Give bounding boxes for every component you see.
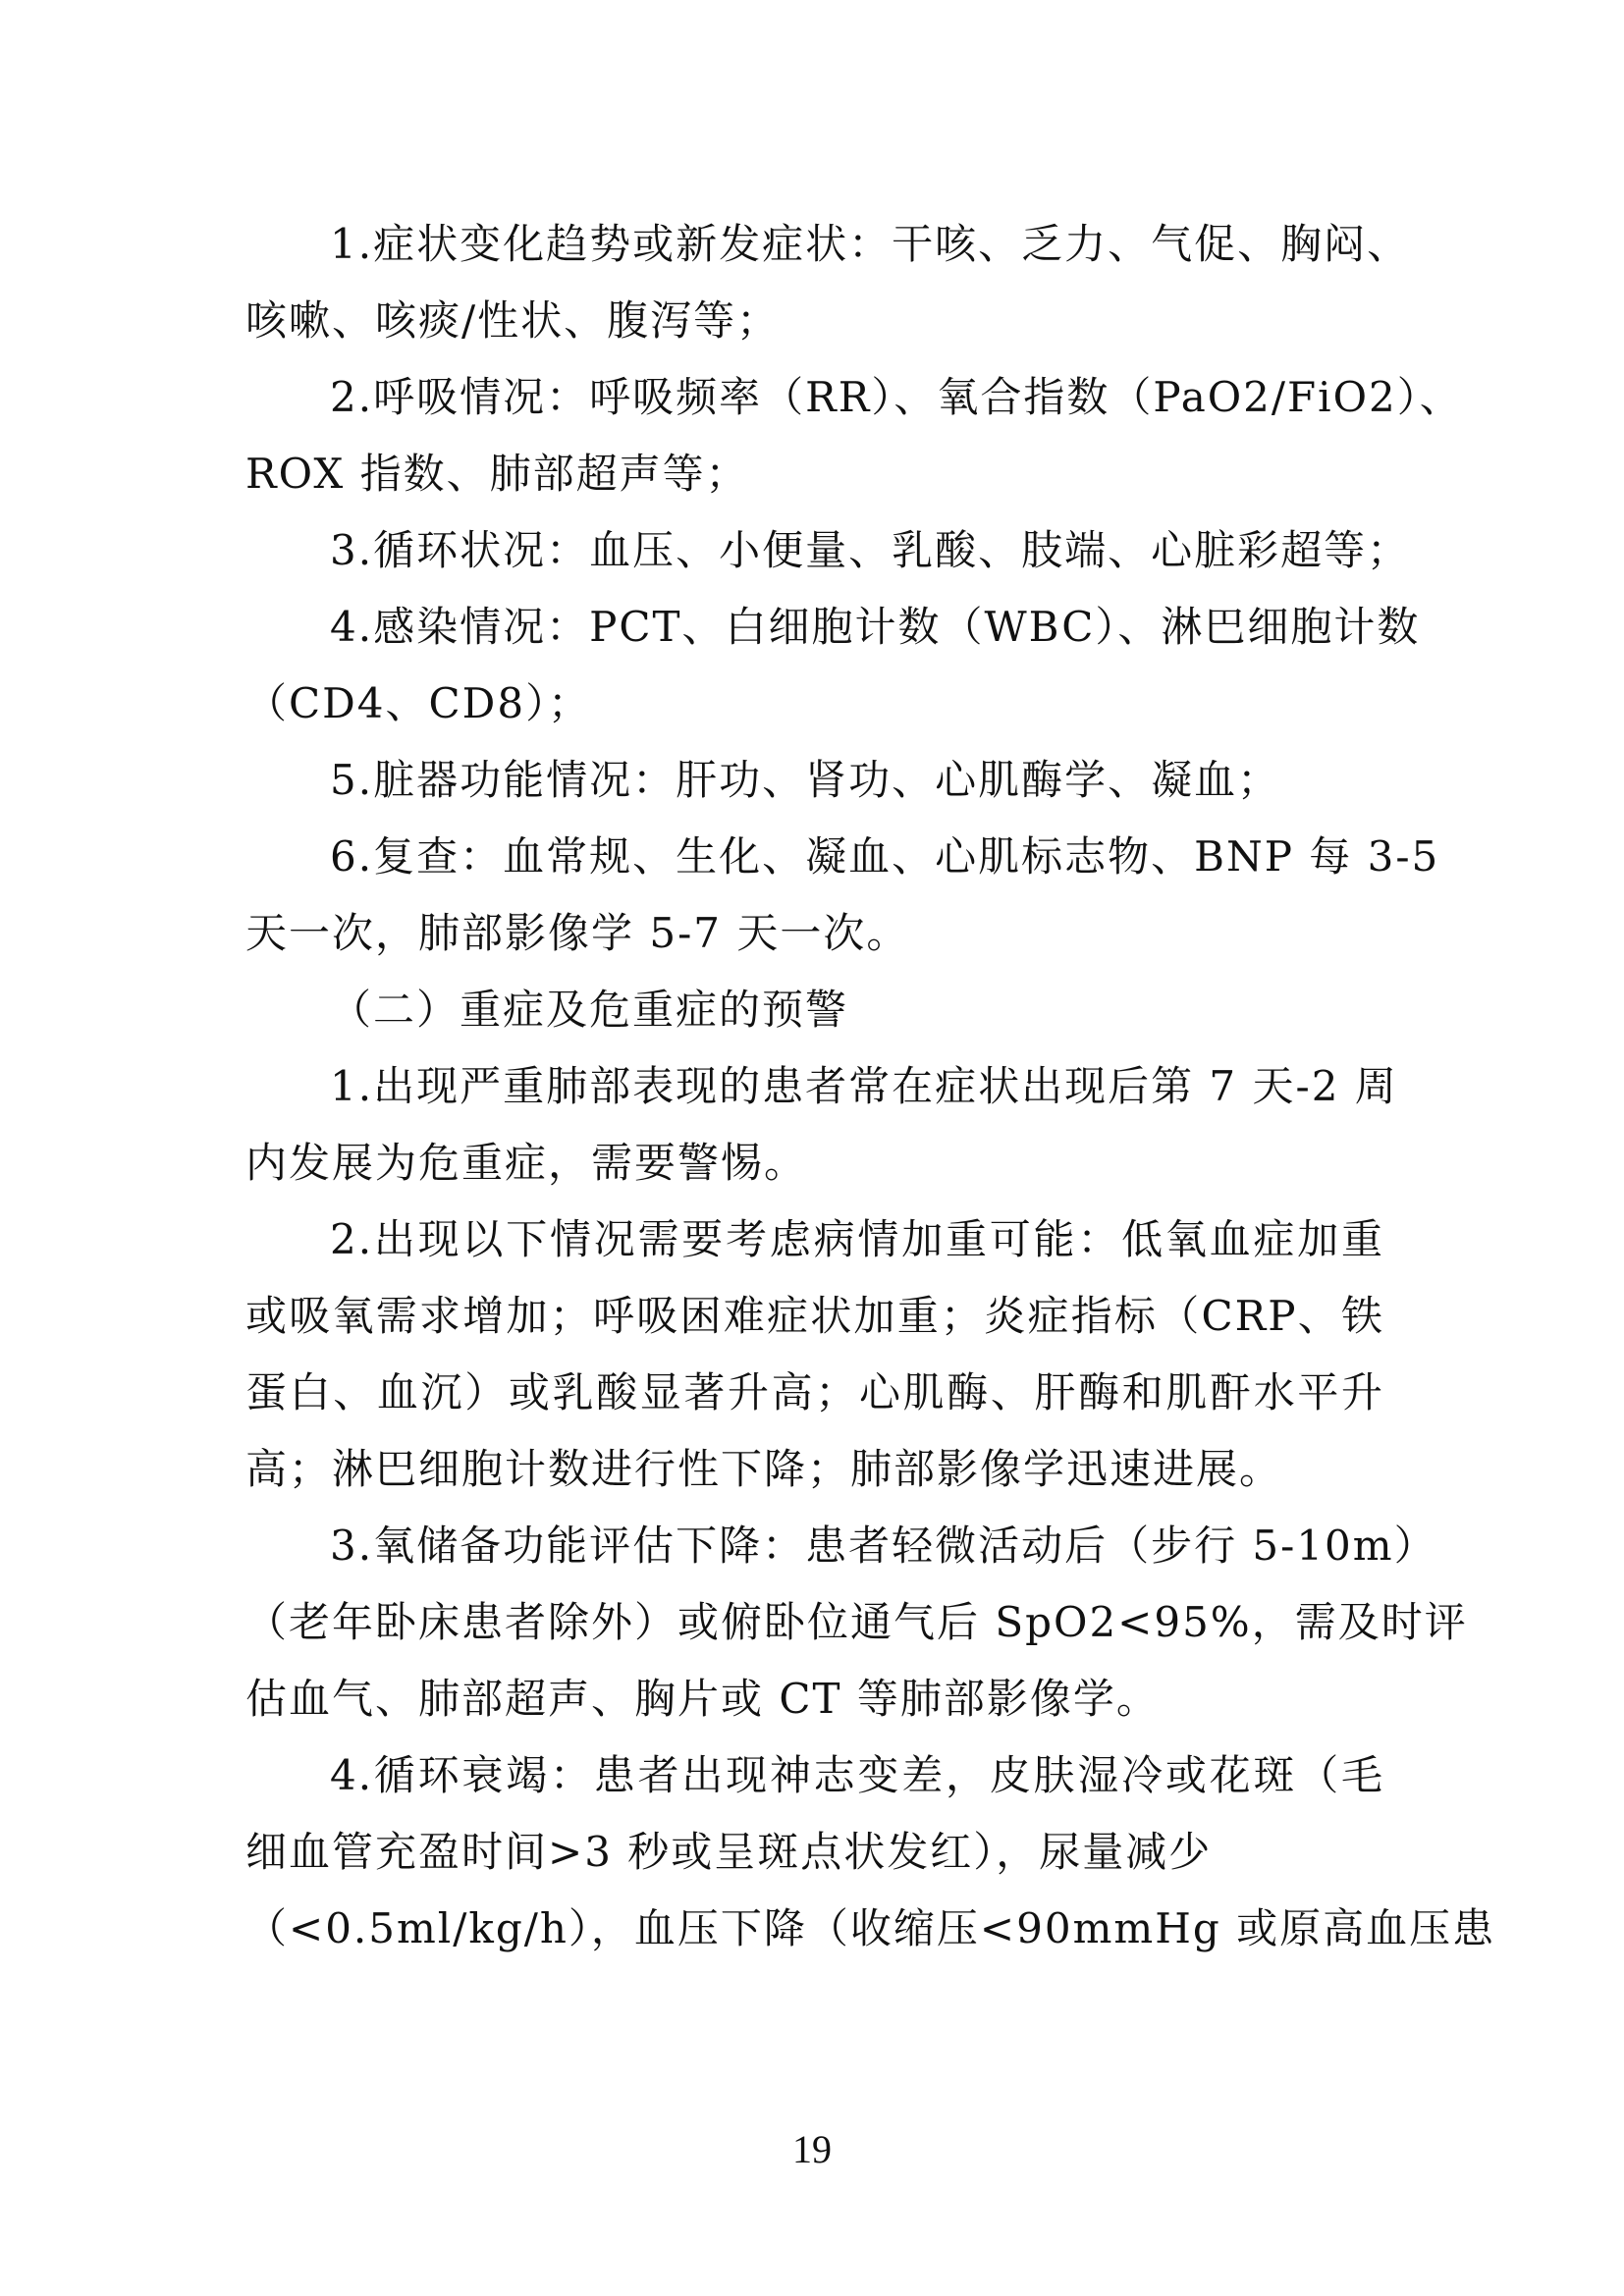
text-line: 1.症状变化趋势或新发症状：干咳、乏力、气促、胸闷、 <box>330 220 1411 268</box>
text-line: 5.脏器功能情况：肝功、肾功、心肌酶学、凝血； <box>330 756 1281 804</box>
text-line: 6.复查：血常规、生化、凝血、心肌标志物、BNP 每 3-5 <box>330 832 1440 881</box>
text-line: ROX 指数、肺部超声等； <box>245 450 749 498</box>
text-line: 4.感染情况：PCT、白细胞计数（WBC）、淋巴细胞计数 <box>330 603 1421 651</box>
text-line: 天一次，肺部影像学 5-7 天一次。 <box>245 909 910 957</box>
text-line: 4.循环衰竭：患者出现神志变差，皮肤湿冷或花斑（毛 <box>330 1751 1384 1799</box>
text-line: 2.呼吸情况：呼吸频率（RR）、氧合指数（PaO2/FiO2）、 <box>330 373 1463 421</box>
text-line: 3.循环状况：血压、小便量、乳酸、肢端、心脏彩超等； <box>330 526 1411 574</box>
section-heading: （二）重症及危重症的预警 <box>330 986 849 1034</box>
text-line: 或吸氧需求增加；呼吸困难症状加重；炎症指标（CRP、铁 <box>245 1292 1384 1340</box>
text-line: （老年卧床患者除外）或俯卧位通气后 SpO2<95%，需及时评 <box>245 1598 1468 1646</box>
text-line: 细血管充盈时间>3 秒或呈斑点状发红），尿量减少 <box>245 1828 1213 1876</box>
text-line: 3.氧储备功能评估下降：患者轻微活动后（步行 5-10m） <box>330 1522 1437 1570</box>
text-line: 蛋白、血沉）或乳酸显著升高；心肌酶、肝酶和肌酐水平升 <box>245 1368 1384 1416</box>
text-line: 咳嗽、咳痰/性状、腹泻等； <box>245 296 781 345</box>
text-line: （<0.5ml/kg/h），血压下降（收缩压<90mmHg 或原高血压患 <box>245 1904 1496 1952</box>
text-line: 估血气、肺部超声、胸片或 CT 等肺部影像学。 <box>245 1675 1160 1723</box>
text-line: 1.出现严重肺部表现的患者常在症状出现后第 7 天-2 周 <box>330 1062 1398 1110</box>
text-line: 高；淋巴细胞计数进行性下降；肺部影像学迅速进展。 <box>245 1445 1283 1493</box>
text-line: （CD4、CD8）； <box>245 679 592 727</box>
text-line: 2.出现以下情况需要考虑病情加重可能：低氧血症加重 <box>330 1215 1384 1263</box>
text-line: 内发展为危重症，需要警惕。 <box>245 1139 808 1187</box>
page-number: 19 <box>792 2127 832 2171</box>
